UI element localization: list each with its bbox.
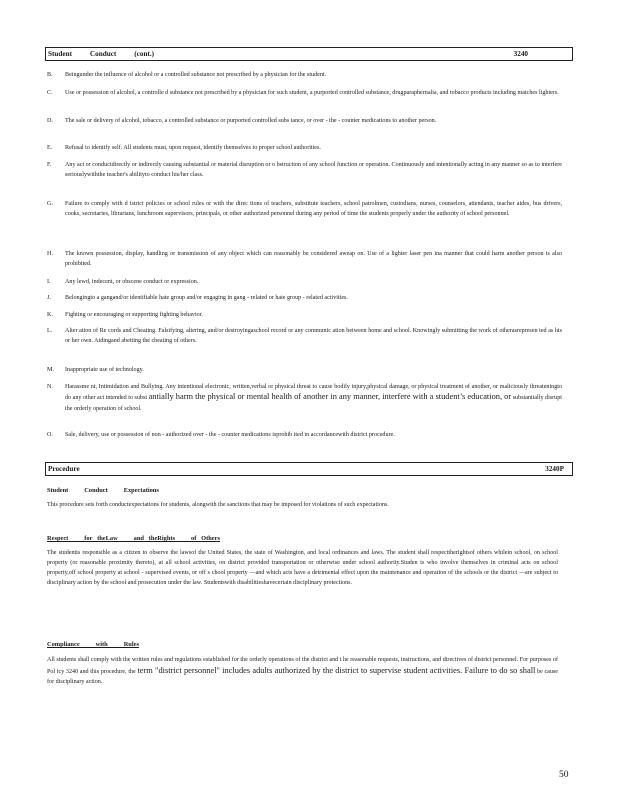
rule-letter: I. bbox=[47, 279, 51, 285]
rule-text: Refusal to identify self. All students must, upon request, identify themselves to proper school authorities. bbox=[65, 145, 321, 151]
policy-header-box bbox=[45, 47, 573, 61]
rule-letter: J. bbox=[47, 295, 51, 301]
rule-text: Harassme nt, Intimidation and Bullying. Any intentional electronic, written,verbal or physical threat to cause bodily injury,physical damage, or physical treatment of another, or maliciously threateningto do any other act intended to subst bbox=[65, 384, 562, 402]
rule-text-large: antially harm the physical or mental health of another in any manner, interfere with a student’s education, or bbox=[148, 392, 512, 402]
rule-text: Inappropriate use of technology. bbox=[65, 367, 144, 373]
procedure-header-box bbox=[45, 462, 573, 476]
rule-letter: F. bbox=[47, 162, 52, 168]
compliance-heading: Compliance with Rules bbox=[47, 641, 139, 648]
rule-text: Alter ation of Re cords and Cheating. Falsifying, altering, and/or destroyingaschool record or any communic ation between home and school. Knowingly submitting the work of otherasrepresen ted as his or her own. Aidingand abetting the cheating of others. bbox=[65, 328, 562, 345]
rule-text: Use or possession of alcohol, a controlle d substance not prescribed by a physician for such student, a purported controlled substance, drugparaphernalia, and tobacco products including matches lighters. bbox=[65, 90, 559, 96]
rule-letter: K. bbox=[47, 312, 53, 318]
expectations-text: This procedure sets forth conductexpectations for students, alongwith the sanctions that may be imposed for violations of such expectations. bbox=[47, 502, 389, 508]
rule-text: Failure to comply with d istrict policies or school rules or with the direc tions of teachers, substitute teachers, school patrolmen, custodians, nurses, counselors, attendants, teacher aides, bus drivers, cooks, secretaries, librarians, lunchroom supervisors, principals, or other authorized personnel during any period of time the students properly under the authority of school personnel. bbox=[65, 201, 562, 218]
rule-text: The known possession, display, handling or transmission of any object which can reasonably be considered aweap on. Use of a lighter laser pen ina manner that could harm another person is also prohibited. bbox=[65, 251, 562, 268]
policy-header-title: Student Conduct (cont.) bbox=[48, 50, 155, 58]
procedure-header-number: 3240P bbox=[545, 465, 564, 473]
rule-text: Beingunder the influence of alcohol or a controlled substance not prescribed by a physician for the student. bbox=[65, 72, 327, 78]
compliance-text-end: be cause for disciplinary action. bbox=[47, 668, 558, 685]
page-number: 50 bbox=[559, 770, 569, 780]
rule-letter: L. bbox=[47, 328, 53, 334]
rule-text: The sale or delivery of alcohol, tobacco, a controlled substance or purported controlled subs tance, or over - the - counter medications to another person. bbox=[65, 118, 437, 124]
rule-letter: C. bbox=[47, 90, 53, 96]
rule-letter: N. bbox=[47, 384, 53, 390]
rule-text: Any lewd, indecent, or obscene conduct or expression. bbox=[65, 279, 199, 285]
policy-header-number: 3240 bbox=[513, 50, 528, 58]
respect-heading: Respect for theLaw and theRights of Others bbox=[47, 535, 220, 542]
rule-text: Any act or conductdirectly or indirectly causing substantial or material disruption or o bstruction of any school function or operation. Continuously and intentionally acting in any manner so as to interfere seriouslywiththe teacher's abilityto conduct his/her class. bbox=[65, 162, 562, 179]
compliance-text-start: All students shall comply with the written rules and regulations established for the orderly operations of the district and t he reasonable requests, instructions, and directives of district personnel. For purposes of Pol icy 3240 and this procedure, the bbox=[47, 657, 558, 675]
rule-text: Belongingto a gangand/or identifiable hate group and/or engaging in gang - related or hate group - related activities. bbox=[65, 295, 348, 301]
rule-text-end: substantially disrupt the orderly operation of school. bbox=[65, 395, 562, 412]
rule-letter: B. bbox=[47, 72, 53, 78]
rule-text: Sale, delivery, use or possession of non - authorized over - the - counter medications isprohib ited in accordancewith district procedure. bbox=[65, 432, 395, 438]
compliance-text-large: term "district personnel" includes adults authorized by the district to supervise student activities. Failure to do so shall bbox=[137, 665, 536, 675]
rule-letter: D. bbox=[47, 118, 53, 124]
rule-letter: G. bbox=[47, 201, 53, 207]
rule-letter: H. bbox=[47, 251, 53, 257]
compliance-text bbox=[47, 656, 558, 688]
rule-letter: E. bbox=[47, 145, 53, 151]
respect-text: The studentis responsible as a citizen to observe the lawsof the United States, the state of Washington, and local ordinances and laws. The student shall respecttherightsof others whilein school, on school property (or reasonable proximity thereto), at all school activities, on district provided transportation or otherwise under school authority.Studen ts who involve themselves in criminal acts on school property,off school property at school - supervised events, or off s chool property —and which acts have a detrimental effect upon the maintenance and operation of the schools or the district —are subject to disciplinary action by the school and prosecution under the law. Studentswith disabilitieshavecertain disciplinary protections. bbox=[47, 550, 558, 586]
expectations-heading: Student Conduct Expectations bbox=[47, 487, 159, 494]
procedure-header-title: Procedure bbox=[48, 465, 80, 473]
rule-letter: O. bbox=[47, 432, 53, 438]
rule-letter: M. bbox=[47, 367, 54, 373]
rule-text: Fighting or encouraging or supporting fighting behavior. bbox=[65, 312, 203, 318]
